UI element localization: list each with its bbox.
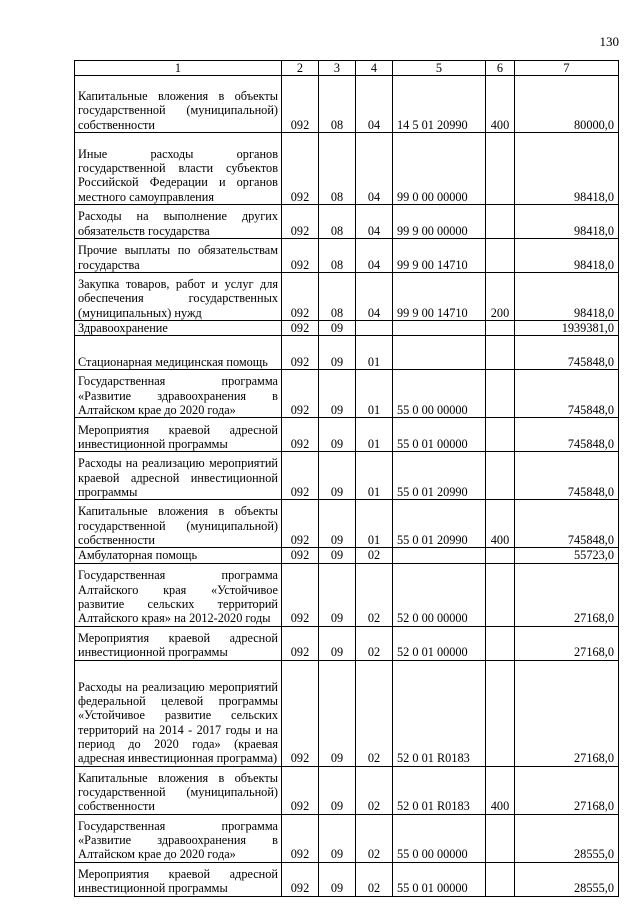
table-row: [75, 814, 619, 862]
row-cell-c7: 1939381,0: [515, 321, 619, 336]
row-cell-c6: [486, 862, 515, 896]
row-cell-c6: [486, 814, 515, 862]
row-name-cell: Государственная программа «Развитие здравоохранения в Алтайском крае до 2020 года»: [75, 814, 282, 862]
row-name-cell: Государственная программа Алтайского края «Устойчивое развитие сельских территорий Алтайского края» на 2012-2020 годы: [75, 563, 282, 626]
row-cell-c6: [486, 626, 515, 660]
row-cell-c4: 04: [356, 133, 393, 205]
row-cell-c2: 092: [282, 862, 319, 896]
row-cell-c2: 092: [282, 626, 319, 660]
row-cell-c2: 092: [282, 370, 319, 418]
row-cell-c7: 98418,0: [515, 239, 619, 273]
row-cell-c6: 200: [486, 273, 515, 321]
row-cell-c4: 02: [356, 660, 393, 766]
row-cell-c5: 14 5 01 20990: [393, 76, 486, 133]
row-cell-c4: 04: [356, 239, 393, 273]
row-name-cell: Государственная программа «Развитие здравоохранения в Алтайском крае до 2020 года»: [75, 370, 282, 418]
row-cell-c4: 02: [356, 862, 393, 896]
table-row: [75, 133, 619, 205]
table-row: [75, 766, 619, 814]
row-cell-c5: 99 9 00 14710: [393, 239, 486, 273]
table-row: [75, 548, 619, 563]
row-cell-c6: 400: [486, 76, 515, 133]
row-cell-c5: [393, 548, 486, 563]
row-cell-c4: 01: [356, 370, 393, 418]
row-cell-c5: 99 0 00 00000: [393, 133, 486, 205]
row-name-cell: Расходы на реализацию мероприятий федеральной целевой программы «Устойчивое развитие сельских территорий на 2014 - 2017 годы и на период до 2020 года» (краевая адресная инвестиционная программа): [75, 660, 282, 766]
row-cell-c6: [486, 321, 515, 336]
row-cell-c4: 02: [356, 766, 393, 814]
row-cell-c5: [393, 321, 486, 336]
row-cell-c2: 092: [282, 814, 319, 862]
row-cell-c5: 52 0 01 R0183: [393, 766, 486, 814]
row-cell-c2: 092: [282, 452, 319, 500]
row-name-cell: Амбулаторная помощь: [75, 548, 282, 563]
row-cell-c6: [486, 563, 515, 626]
row-cell-c5: 52 0 01 00000: [393, 626, 486, 660]
row-cell-c6: [486, 336, 515, 370]
row-cell-c4: 01: [356, 336, 393, 370]
column-header-1: 1: [75, 61, 282, 76]
row-cell-c3: 09: [319, 500, 356, 548]
row-cell-c3: 09: [319, 336, 356, 370]
row-cell-c4: 02: [356, 814, 393, 862]
table-row: [75, 418, 619, 452]
row-cell-c5: 99 9 00 00000: [393, 205, 486, 239]
row-cell-c3: 08: [319, 76, 356, 133]
row-cell-c3: 08: [319, 239, 356, 273]
row-cell-c5: 99 9 00 14710: [393, 273, 486, 321]
row-cell-c7: 98418,0: [515, 205, 619, 239]
row-cell-c2: 092: [282, 133, 319, 205]
table-row: [75, 452, 619, 500]
row-cell-c3: 09: [319, 814, 356, 862]
table-row: [75, 76, 619, 133]
row-cell-c5: [393, 336, 486, 370]
row-name-cell: Расходы на реализацию мероприятий краевой адресной инвестиционной программы: [75, 452, 282, 500]
row-cell-c3: 08: [319, 273, 356, 321]
row-cell-c6: [486, 133, 515, 205]
row-cell-c7: 28555,0: [515, 862, 619, 896]
row-cell-c2: 092: [282, 205, 319, 239]
column-header-7: 7: [515, 61, 619, 76]
row-cell-c5: 55 0 01 20990: [393, 452, 486, 500]
budget-table: [74, 60, 619, 897]
row-cell-c7: 98418,0: [515, 133, 619, 205]
row-name-cell: Капитальные вложения в объекты государственной (муниципальной) собственности: [75, 500, 282, 548]
row-name-cell: Мероприятия краевой адресной инвестиционной программы: [75, 862, 282, 896]
row-cell-c7: 745848,0: [515, 452, 619, 500]
row-cell-c6: [486, 452, 515, 500]
table-row: [75, 660, 619, 766]
column-header-4: 4: [356, 61, 393, 76]
row-cell-c4: 01: [356, 418, 393, 452]
row-cell-c3: 08: [319, 205, 356, 239]
row-cell-c6: 400: [486, 766, 515, 814]
row-cell-c6: [486, 548, 515, 563]
row-cell-c5: 55 0 00 00000: [393, 814, 486, 862]
header-row: [75, 61, 619, 76]
row-cell-c7: 745848,0: [515, 370, 619, 418]
row-cell-c3: 09: [319, 370, 356, 418]
row-name-cell: Капитальные вложения в объекты государственной (муниципальной) собственности: [75, 766, 282, 814]
row-name-cell: Расходы на выполнение других обязательств государства: [75, 205, 282, 239]
row-cell-c3: 09: [319, 862, 356, 896]
row-name-cell: Иные расходы органов государственной власти субъектов Российской Федерации и органов местного самоуправления: [75, 133, 282, 205]
row-cell-c3: 09: [319, 548, 356, 563]
row-cell-c5: 52 0 01 R0183: [393, 660, 486, 766]
row-cell-c7: 98418,0: [515, 273, 619, 321]
row-name-cell: Стационарная медицинская помощь: [75, 336, 282, 370]
row-cell-c2: 092: [282, 273, 319, 321]
row-name-cell: Мероприятия краевой адресной инвестиционной программы: [75, 418, 282, 452]
row-cell-c5: 52 0 00 00000: [393, 563, 486, 626]
row-cell-c3: 09: [319, 563, 356, 626]
row-cell-c7: 745848,0: [515, 336, 619, 370]
row-cell-c2: 092: [282, 766, 319, 814]
row-cell-c4: [356, 321, 393, 336]
row-cell-c2: 092: [282, 418, 319, 452]
row-cell-c4: 04: [356, 76, 393, 133]
row-cell-c7: 80000,0: [515, 76, 619, 133]
row-cell-c5: 55 0 01 00000: [393, 862, 486, 896]
row-cell-c4: 01: [356, 452, 393, 500]
row-cell-c3: 09: [319, 660, 356, 766]
row-cell-c4: 02: [356, 626, 393, 660]
row-cell-c4: 02: [356, 563, 393, 626]
column-header-5: 5: [393, 61, 486, 76]
row-cell-c7: 28555,0: [515, 814, 619, 862]
row-cell-c7: 745848,0: [515, 418, 619, 452]
row-cell-c7: 55723,0: [515, 548, 619, 563]
row-cell-c4: 01: [356, 500, 393, 548]
row-cell-c4: 02: [356, 548, 393, 563]
table-row: [75, 500, 619, 548]
row-cell-c2: 092: [282, 336, 319, 370]
row-cell-c5: 55 0 01 00000: [393, 418, 486, 452]
table-row: [75, 239, 619, 273]
row-cell-c7: 27168,0: [515, 626, 619, 660]
row-cell-c2: 092: [282, 239, 319, 273]
table-row: [75, 370, 619, 418]
row-cell-c7: 27168,0: [515, 660, 619, 766]
row-cell-c7: 27168,0: [515, 766, 619, 814]
row-cell-c6: 400: [486, 500, 515, 548]
row-cell-c6: [486, 205, 515, 239]
row-cell-c3: 09: [319, 418, 356, 452]
row-cell-c3: 09: [319, 626, 356, 660]
row-cell-c6: [486, 418, 515, 452]
table-row: [75, 273, 619, 321]
row-cell-c3: 09: [319, 452, 356, 500]
row-cell-c2: 092: [282, 548, 319, 563]
row-cell-c7: 27168,0: [515, 563, 619, 626]
table-row: [75, 205, 619, 239]
row-cell-c6: [486, 660, 515, 766]
row-name-cell: Прочие выплаты по обязательствам государства: [75, 239, 282, 273]
row-cell-c2: 092: [282, 660, 319, 766]
row-cell-c3: 08: [319, 133, 356, 205]
table-row: [75, 862, 619, 896]
row-name-cell: Закупка товаров, работ и услуг для обеспечения государственных (муниципальных) нужд: [75, 273, 282, 321]
row-cell-c2: 092: [282, 321, 319, 336]
row-cell-c3: 09: [319, 766, 356, 814]
table-row: [75, 321, 619, 336]
table-row: [75, 336, 619, 370]
row-cell-c4: 04: [356, 205, 393, 239]
column-header-3: 3: [319, 61, 356, 76]
column-header-6: 6: [486, 61, 515, 76]
row-cell-c5: 55 0 00 00000: [393, 370, 486, 418]
table-body: [75, 76, 619, 897]
row-cell-c2: 092: [282, 76, 319, 133]
row-name-cell: Мероприятия краевой адресной инвестиционной программы: [75, 626, 282, 660]
page-number: 130: [599, 34, 619, 49]
row-cell-c5: 55 0 01 20990: [393, 500, 486, 548]
column-header-2: 2: [282, 61, 319, 76]
row-cell-c4: 04: [356, 273, 393, 321]
row-cell-c3: 09: [319, 321, 356, 336]
row-cell-c2: 092: [282, 500, 319, 548]
row-cell-c7: 745848,0: [515, 500, 619, 548]
table-row: [75, 563, 619, 626]
row-cell-c6: [486, 239, 515, 273]
row-cell-c6: [486, 370, 515, 418]
row-name-cell: Капитальные вложения в объекты государственной (муниципальной) собственности: [75, 76, 282, 133]
row-name-cell: Здравоохранение: [75, 321, 282, 336]
table-row: [75, 626, 619, 660]
row-cell-c2: 092: [282, 563, 319, 626]
